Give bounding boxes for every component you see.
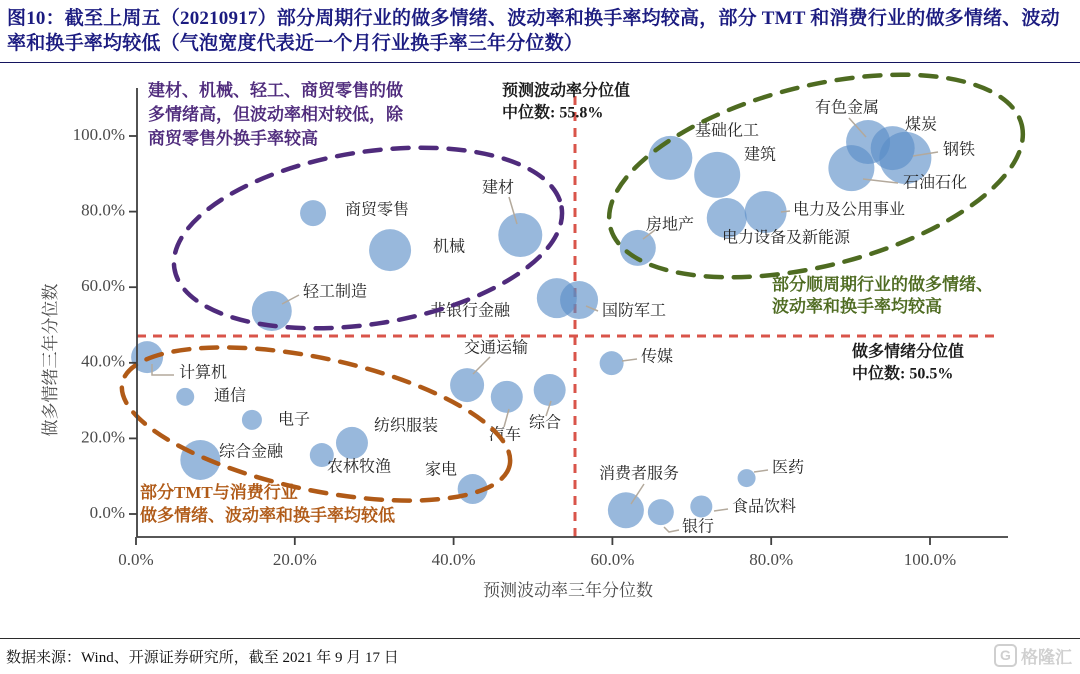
industry-bubble [608, 492, 644, 528]
label-leader-line [664, 527, 679, 532]
industry-label: 电力及公用事业 [793, 201, 906, 219]
sentiment-median-note: 做多情绪分位值 [852, 343, 965, 361]
watermark [994, 643, 1072, 668]
industry-label: 汽车 [489, 426, 522, 444]
industry-label: 非银行金融 [430, 302, 511, 320]
industry-bubble [336, 427, 368, 459]
industry-bubble [745, 191, 787, 233]
sentiment-median-note: 中位数: 50.5% [852, 365, 954, 383]
industry-label: 计算机 [179, 364, 228, 382]
group-note: 建材、机械、轻工、商贸零售的做 [148, 80, 403, 100]
x-tick-label: 40.0% [431, 549, 476, 569]
industry-label: 钢铁 [943, 141, 976, 159]
industry-bubble [450, 368, 484, 402]
volatility-median-note: 预测波动率分位值 [502, 82, 631, 100]
group-note: 做多情绪、波动率和换手率均较低 [140, 505, 395, 525]
industry-label: 综合金融 [219, 443, 284, 461]
industry-label: 建材 [482, 179, 515, 197]
industry-label: 农林牧渔 [327, 458, 392, 476]
group-note: 部分顺周期行业的做多情绪、 [772, 274, 993, 294]
industry-bubble [242, 410, 262, 430]
watermark-brand: 格隆汇 [1021, 648, 1072, 667]
group-note: 部分TMT与消费行业 [140, 482, 298, 502]
y-tick-label: 100.0% [72, 124, 125, 144]
label-leader-line [473, 357, 490, 374]
industry-label: 电子 [278, 411, 311, 429]
industry-label: 食品饮料 [732, 498, 797, 516]
industry-label: 纺织服装 [374, 417, 439, 435]
group-note: 多情绪高，但波动率相对较低，除 [148, 104, 403, 124]
industry-label: 传媒 [641, 348, 674, 366]
y-tick-label: 20.0% [81, 427, 125, 447]
industry-label: 综合 [529, 414, 562, 432]
industry-bubble [491, 381, 523, 413]
industry-label: 房地产 [646, 216, 695, 234]
industry-label: 轻工制造 [303, 283, 368, 301]
industry-label: 电力设备及新能源 [722, 229, 851, 247]
group-note: 波动率和换手率均较高 [772, 296, 942, 316]
data-source-note: 数据来源：Wind、开源证券研究所，截至 2021 年 9 月 17 日 [6, 650, 399, 666]
industry-label: 通信 [214, 387, 247, 405]
figure-title: 图10：截至上周五（20210917）部分周期行业的做多情绪、波动率和换手率均较高，部分 TMT 和消费行业的做多情绪、波动率和换手率均较低（气泡宽度代表近一个月行业换手率三年分位数） [7, 8, 1060, 54]
industry-label: 国防军工 [602, 302, 667, 320]
footer-divider [0, 638, 1080, 639]
x-tick-label: 100.0% [903, 549, 957, 569]
industry-bubble [498, 213, 542, 257]
x-tick-label: 60.0% [590, 549, 635, 569]
industry-bubble [600, 351, 624, 375]
industry-label: 商贸零售 [345, 201, 410, 219]
industry-bubble [176, 388, 194, 406]
industry-label: 家电 [425, 461, 458, 479]
gelonghui-logo-icon: G [994, 644, 1017, 667]
y-tick-label: 80.0% [81, 200, 125, 220]
industry-bubble [648, 499, 674, 525]
y-tick-label: 60.0% [81, 276, 125, 296]
x-tick-label: 0.0% [118, 549, 154, 569]
group-note: 商贸零售外换手率较高 [148, 128, 318, 148]
industry-bubble [369, 229, 411, 271]
industry-bubble [560, 281, 598, 319]
industry-label: 石油石化 [903, 174, 968, 192]
industry-bubble [300, 200, 326, 226]
label-leader-line [754, 470, 768, 472]
industry-bubble [534, 374, 566, 406]
industry-bubble [690, 495, 712, 517]
label-leader-line [781, 211, 790, 212]
x-axis-title: 预测波动率三年分位数 [483, 580, 653, 600]
y-tick-label: 0.0% [89, 502, 125, 522]
industry-label: 交通运输 [464, 339, 529, 357]
x-tick-label: 20.0% [272, 549, 317, 569]
industry-label: 银行 [682, 518, 715, 536]
y-tick-label: 40.0% [81, 351, 125, 371]
group-ellipse [589, 37, 1044, 314]
y-axis-title: 做多情绪三年分位数 [40, 283, 60, 437]
label-leader-line [714, 509, 728, 511]
industry-bubble [828, 145, 874, 191]
volatility-median-note: 中位数: 55.8% [502, 104, 604, 122]
industry-label: 消费者服务 [599, 465, 680, 483]
industry-label: 有色金属 [815, 99, 880, 117]
industry-label: 建筑 [744, 146, 777, 164]
industry-label: 医药 [772, 459, 805, 477]
industry-bubble [738, 469, 756, 487]
label-leader-line [622, 359, 637, 361]
x-tick-label: 80.0% [749, 549, 794, 569]
industry-label: 基础化工 [695, 122, 760, 140]
industry-bubble [694, 152, 740, 198]
industry-label: 煤炭 [905, 116, 938, 134]
industry-label: 机械 [433, 238, 466, 256]
